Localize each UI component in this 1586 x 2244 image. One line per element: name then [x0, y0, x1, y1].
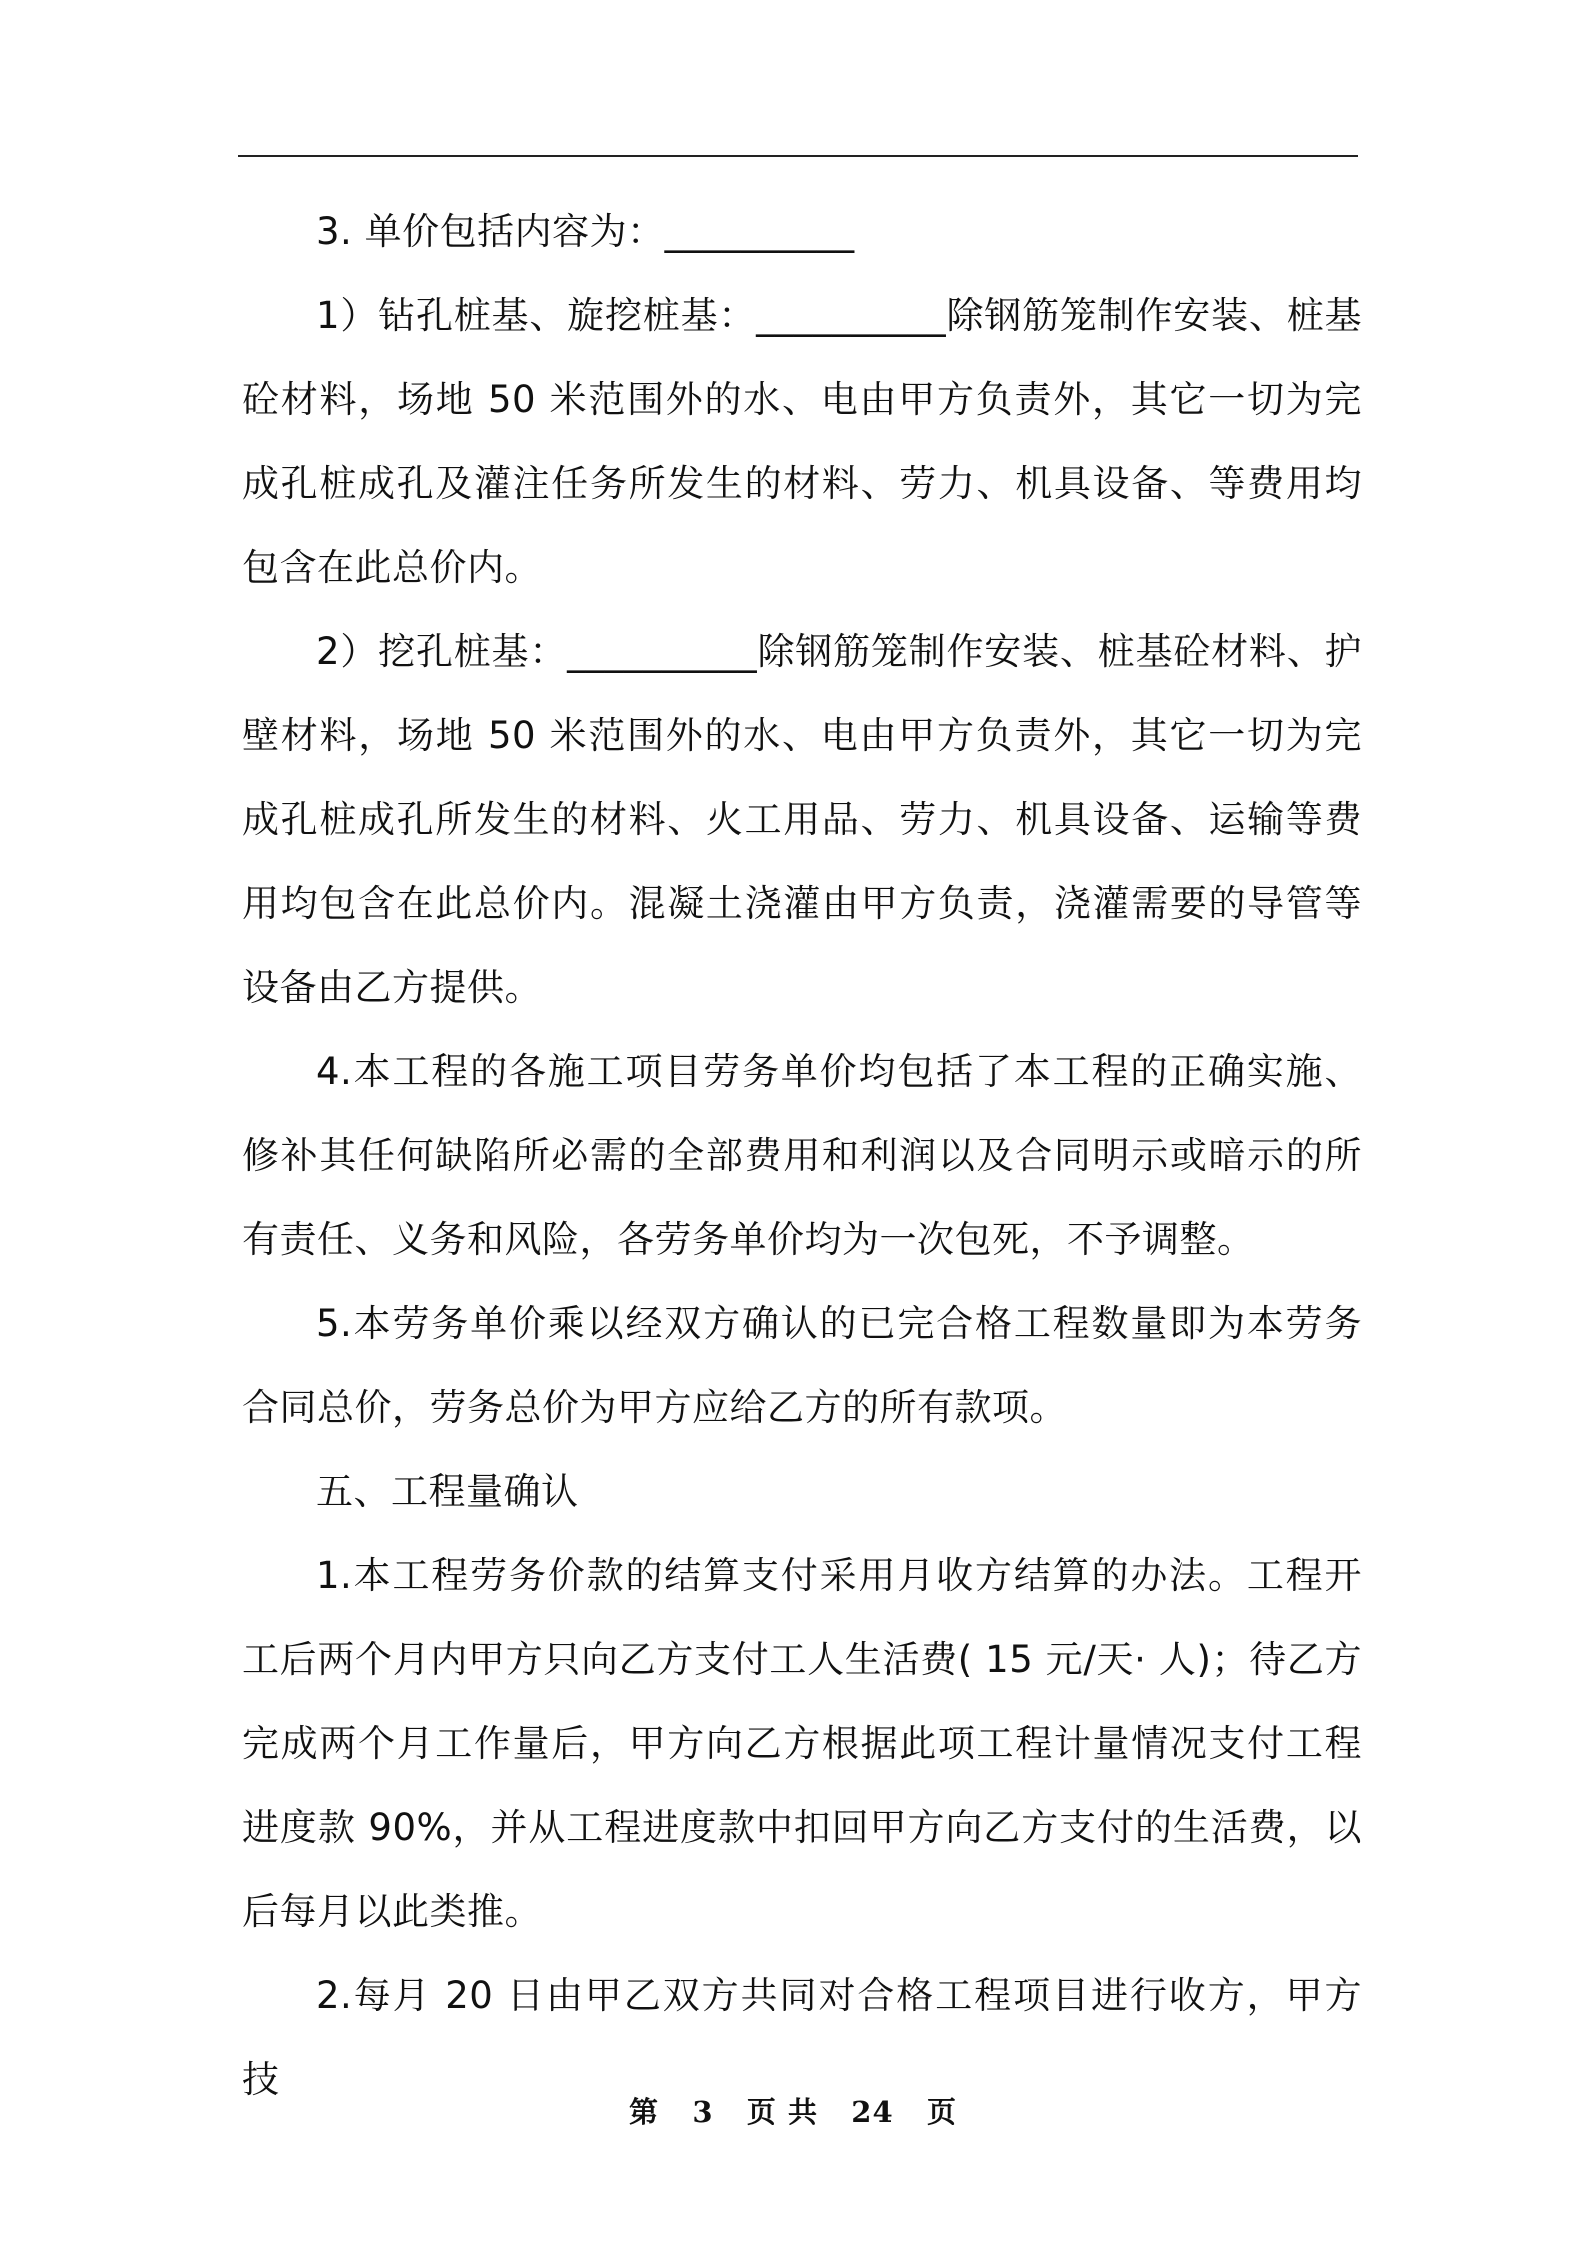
- total-pages-number: 24: [851, 2095, 894, 2129]
- clause-4-unit-price-scope: 4.本工程的各施工项目劳务单价均包括了本工程的正确实施、修补其任何缺陷所必需的全部费用和利润以及合同明示或暗示的所有责任、义务和风险，各劳务单价均为一次包死，不予调整。: [242, 1050, 1362, 1261]
- section-heading-quantity-confirmation: 五、工程量确认: [316, 1470, 579, 1513]
- current-page-number: 3: [692, 2095, 714, 2129]
- footer-middle: 页 共: [746, 2095, 818, 2129]
- clause-2-monthly-survey: 2.每月 20 日由甲乙双方共同对合格工程项目进行收方，甲方技: [242, 1974, 1362, 2101]
- clause-dug-piles: 2）挖孔桩基：__________除钢筋笼制作安装、桩基砼材料、护壁材料，场地 50 米范围外的水、电由甲方负责外，其它一切为完成孔桩成孔所发生的材料、火工用品、劳力、机具设备、运输等费用均包含在此总价内。混凝土浇灌由甲方负责，浇灌需要的导管等设备由乙方提供。: [242, 630, 1362, 1009]
- clause-drilled-piles: 1）钻孔桩基、旋挖桩基：__________除钢筋笼制作安装、桩基砼材料，场地 50 米范围外的水、电由甲方负责外，其它一切为完成孔桩成孔及灌注任务所发生的材料、劳力、机具设备、等费用均包含在此总价内。: [242, 294, 1362, 589]
- document-body: [242, 190, 1362, 2122]
- page-footer: [0, 2092, 1586, 2132]
- header-rule: [238, 155, 1358, 157]
- clause-1-settlement: 1.本工程劳务价款的结算支付采用月收方结算的办法。工程开工后两个月内甲方只向乙方支付工人生活费( 15 元/天· 人)；待乙方完成两个月工作量后，甲方向乙方根据此项工程计量情况支付工程进度款 90%，并从工程进度款中扣回甲方向乙方支付的生活费，以后每月以此类推。: [242, 1554, 1362, 1933]
- footer-suffix: 页: [926, 2095, 957, 2129]
- footer-prefix: 第: [629, 2095, 660, 2129]
- clause-unit-price-contents: 3. 单价包括内容为：__________: [316, 210, 855, 253]
- clause-5-total-price: 5.本劳务单价乘以经双方确认的已完合格工程数量即为本劳务合同总价，劳务总价为甲方应给乙方的所有款项。: [242, 1302, 1362, 1429]
